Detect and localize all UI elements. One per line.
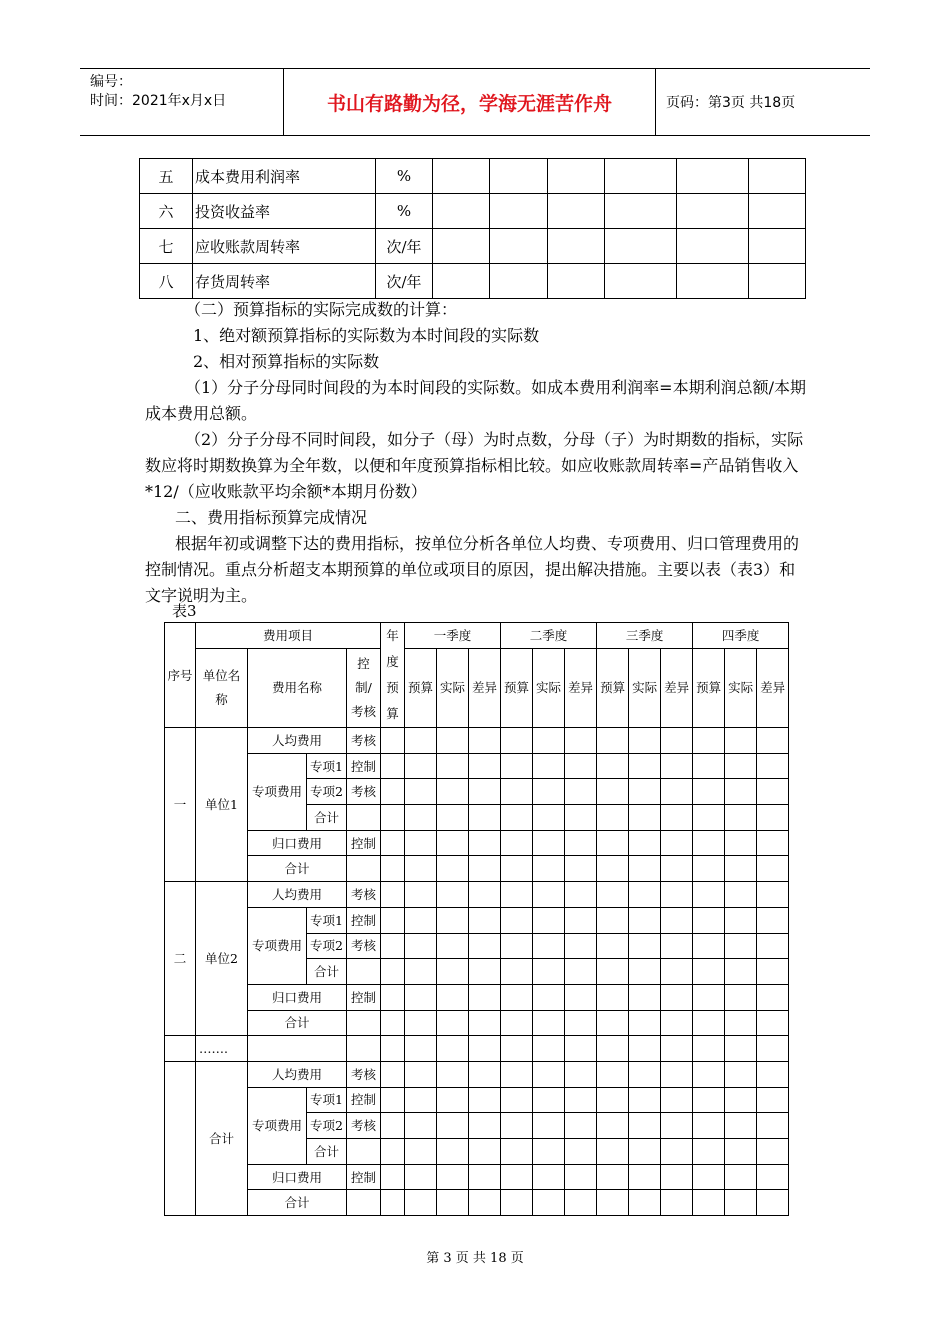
header-annual-budget: 年度预算 <box>381 623 405 728</box>
assess-label: 考核 <box>347 779 381 805</box>
table-row <box>165 856 789 882</box>
header-quarter-2: 二季度 <box>501 623 597 649</box>
assess-label: 考核 <box>347 1113 381 1139</box>
table-header-row <box>165 648 789 690</box>
header-budget: 预算 <box>405 648 437 727</box>
special-cost: 专项费用 <box>248 1087 307 1164</box>
header-diff: 差异 <box>757 648 789 727</box>
table-row <box>165 984 789 1010</box>
header-actual: 实际 <box>629 648 661 727</box>
indicator-unit: 次/年 <box>376 264 433 299</box>
document-number: 编号： <box>90 74 132 90</box>
row-index: 六 <box>140 194 193 229</box>
table-row <box>165 753 789 779</box>
header-page-number: 页码：第3页 共18页 <box>666 95 796 111</box>
row-index: 七 <box>140 229 193 264</box>
table-header-row <box>165 623 789 649</box>
header-quarter-1: 一季度 <box>405 623 501 649</box>
table-row <box>140 264 806 299</box>
header-budget: 预算 <box>693 648 725 727</box>
special-item-2: 专项2 <box>307 1113 347 1139</box>
expense-table <box>164 622 789 1216</box>
row-index: 五 <box>140 159 193 194</box>
control-label: 控制 <box>347 1087 381 1113</box>
group-subtotal: 合计 <box>248 856 347 882</box>
indicator-name: 存货周转率 <box>193 264 376 299</box>
page-header <box>80 68 870 136</box>
ellipsis: ……. <box>196 1036 248 1062</box>
header-actual: 实际 <box>437 648 469 727</box>
paragraph: 1、绝对额预算指标的实际数为本时间段的实际数 <box>193 326 540 345</box>
special-subtotal: 合计 <box>307 959 347 985</box>
group-index <box>165 1061 196 1215</box>
header-seq: 序号 <box>165 623 196 728</box>
table-row <box>165 830 789 856</box>
paragraph: （1）分子分母同时间段的为本时间段的实际数。如成本费用利润率=本期利润总额/本期成本费用总额。 <box>145 378 806 423</box>
table-row <box>140 229 806 264</box>
special-item-1: 专项1 <box>307 1087 347 1113</box>
paragraph: 根据年初或调整下达的费用指标，按单位分析各单位人均费、专项费用、归口管理费用的控制情况。重点分析超支本期预算的单位或项目的原因，提出解决措施。主要以表（表3）和文字说明为主。 <box>145 534 800 605</box>
special-subtotal: 合计 <box>307 1139 347 1165</box>
body-text <box>145 297 810 609</box>
table-caption: 表3 <box>172 602 197 620</box>
table-row <box>165 907 789 933</box>
table-row <box>165 1036 789 1062</box>
header-diff: 差异 <box>661 648 693 727</box>
special-item-1: 专项1 <box>307 907 347 933</box>
guikou-cost: 归口费用 <box>248 1164 347 1190</box>
special-item-2: 专项2 <box>307 933 347 959</box>
header-diff: 差异 <box>469 648 501 727</box>
per-capita-cost: 人均费用 <box>248 728 347 754</box>
table-row <box>165 728 789 754</box>
indicator-name: 投资收益率 <box>193 194 376 229</box>
group-index: 一 <box>165 728 196 882</box>
assess-label: 考核 <box>347 728 381 754</box>
document-time: 时间：2021年x月x日 <box>90 93 227 109</box>
assess-label: 考核 <box>347 1061 381 1087</box>
special-item-2: 专项2 <box>307 779 347 805</box>
header-budget: 预算 <box>597 648 629 727</box>
header-quarter-4: 四季度 <box>693 623 789 649</box>
table-row <box>165 1010 789 1036</box>
assess-label: 考核 <box>347 882 381 908</box>
paragraph: （2）分子分母不同时间段，如分子（母）为时点数，分母（子）为时期数的指标，实际数应将时期数换算为全年数，以便和年度预算指标相比较。如应收账款周转率=产品销售收入*12/（应收账款平均余额*本期月份数） <box>145 430 804 501</box>
control-label: 控制 <box>347 753 381 779</box>
control-label: 控制 <box>347 907 381 933</box>
indicator-name: 成本费用利润率 <box>193 159 376 194</box>
per-capita-cost: 人均费用 <box>248 882 347 908</box>
table-row <box>140 194 806 229</box>
header-budget: 预算 <box>501 648 533 727</box>
per-capita-cost: 人均费用 <box>248 1061 347 1087</box>
header-actual: 实际 <box>533 648 565 727</box>
header-expense-name: 费用名称 <box>248 648 347 727</box>
group-subtotal: 合计 <box>248 1190 347 1216</box>
indicator-unit: % <box>376 159 433 194</box>
special-subtotal: 合计 <box>307 805 347 831</box>
special-cost: 专项费用 <box>248 907 307 984</box>
indicator-unit: % <box>376 194 433 229</box>
header-actual: 实际 <box>725 648 757 727</box>
header-control-assess: 控制/考核 <box>347 648 381 727</box>
table-row <box>165 1190 789 1216</box>
table-row <box>165 1164 789 1190</box>
header-meta <box>80 69 284 135</box>
guikou-cost: 归口费用 <box>248 830 347 856</box>
control-label: 控制 <box>347 984 381 1010</box>
group-unit: 单位2 <box>196 882 248 1036</box>
group-index: 二 <box>165 882 196 1036</box>
special-item-1: 专项1 <box>307 753 347 779</box>
table-row <box>165 1061 789 1087</box>
control-label: 控制 <box>347 1164 381 1190</box>
header-expense-item: 费用项目 <box>196 623 381 649</box>
group-unit: 合计 <box>196 1061 248 1215</box>
page-footer: 第 3 页 共 18 页 <box>426 1251 524 1266</box>
table-row <box>140 159 806 194</box>
table-row <box>165 882 789 908</box>
indicator-name: 应收账款周转率 <box>193 229 376 264</box>
section-heading: 二、费用指标预算完成情况 <box>175 508 368 527</box>
header-unit-name: 单位名称 <box>196 648 248 727</box>
group-subtotal: 合计 <box>248 1010 347 1036</box>
indicator-table <box>139 158 806 299</box>
paragraph: 2、相对预算指标的实际数 <box>193 352 380 371</box>
assess-label: 考核 <box>347 933 381 959</box>
row-index: 八 <box>140 264 193 299</box>
group-unit: 单位1 <box>196 728 248 882</box>
header-quarter-3: 三季度 <box>597 623 693 649</box>
section-heading: （二）预算指标的实际完成数的计算： <box>185 300 458 319</box>
header-diff: 差异 <box>565 648 597 727</box>
guikou-cost: 归口费用 <box>248 984 347 1010</box>
indicator-unit: 次/年 <box>376 229 433 264</box>
control-label: 控制 <box>347 830 381 856</box>
table-row <box>165 1087 789 1113</box>
header-motto: 书山有路勤为径，学海无涯苦作舟 <box>284 69 656 135</box>
special-cost: 专项费用 <box>248 753 307 830</box>
